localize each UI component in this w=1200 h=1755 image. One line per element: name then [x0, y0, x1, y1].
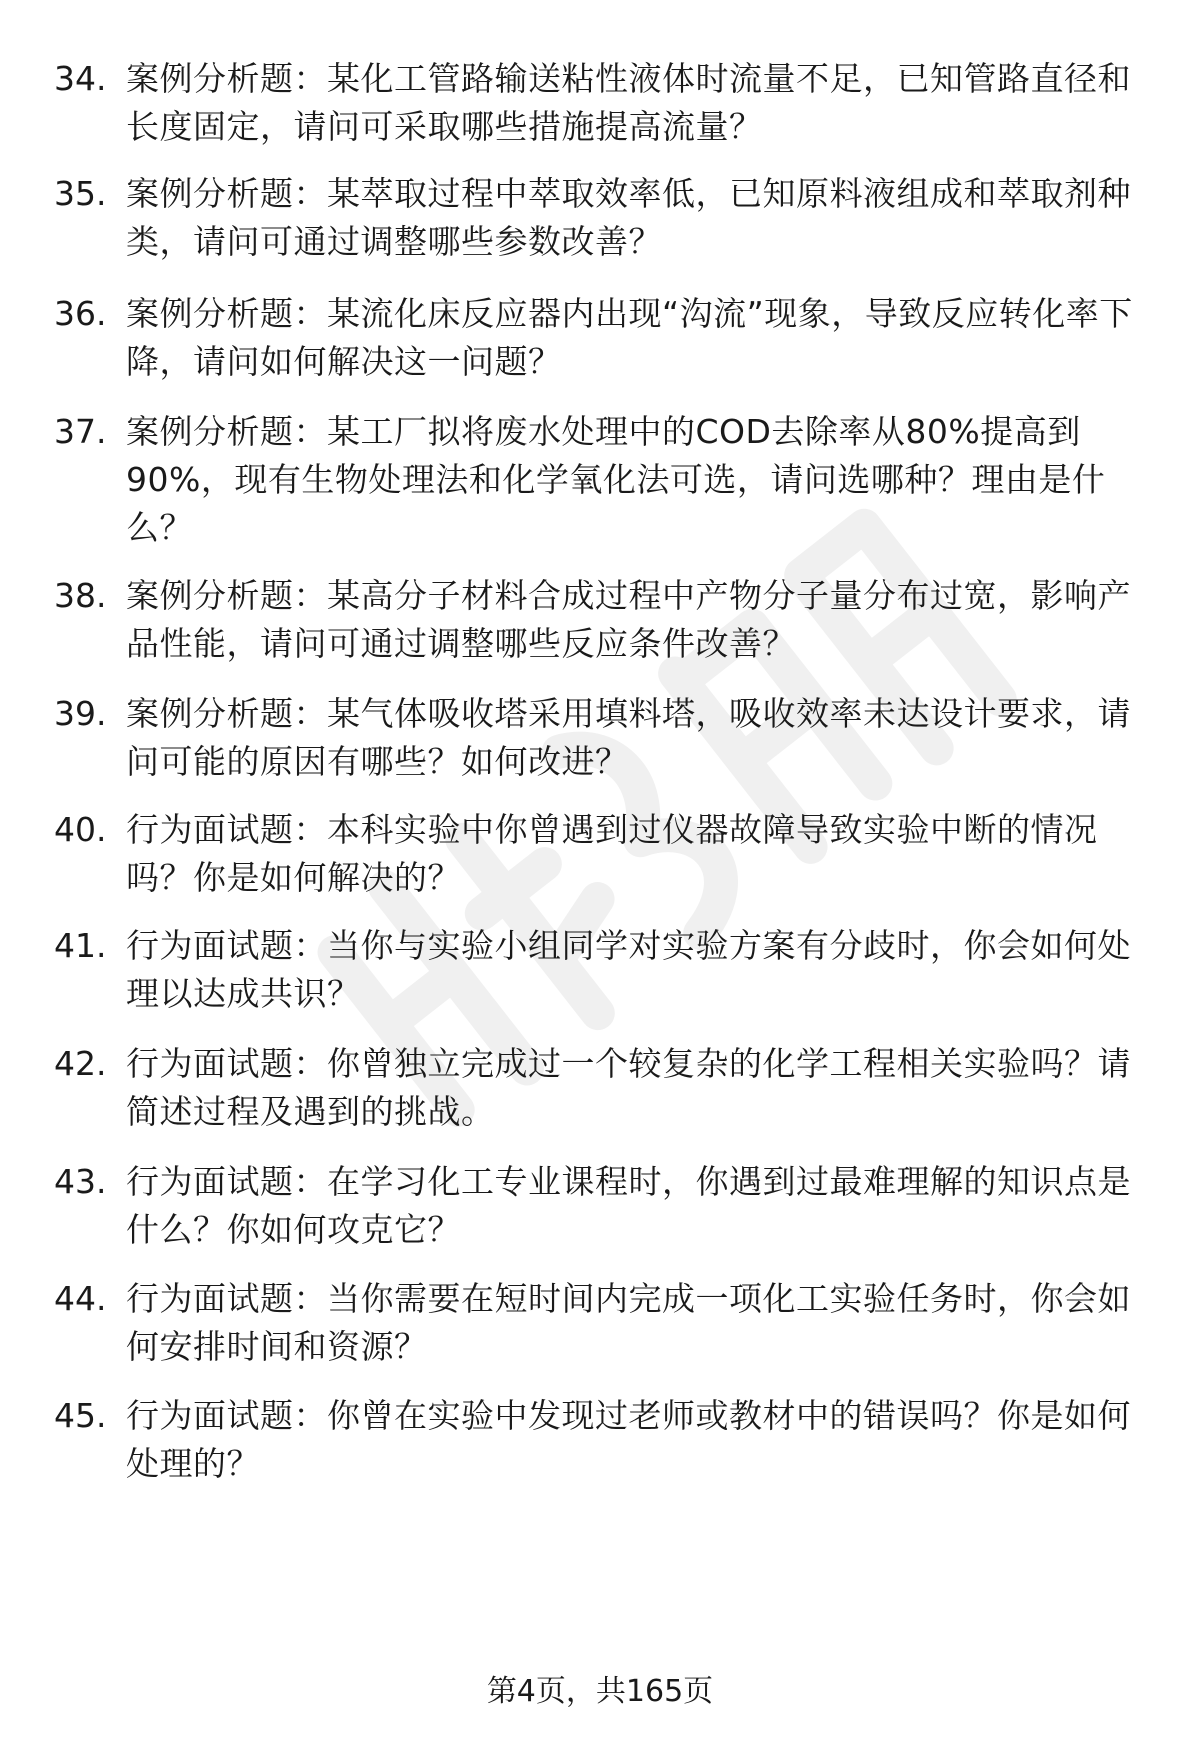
question-item: [0, 1040, 1200, 1150]
question-item: [0, 690, 1200, 800]
question-number: 41.: [54, 926, 107, 965]
question-text: 案例分析题：某化工管路输送粘性液体时流量不足，已知管路直径和长度固定，请问可采取哪些措施提高流量？: [126, 59, 1131, 146]
question-item: [0, 806, 1200, 916]
question-number: 36.: [54, 294, 107, 333]
question-text: 行为面试题：本科实验中你曾遇到过仪器故障导致实验中断的情况吗？你是如何解决的？: [126, 810, 1098, 897]
page-number-label: 第4页，共165页: [486, 1674, 714, 1709]
question-text: 行为面试题：你曾在实验中发现过老师或教材中的错误吗？你是如何处理的？: [126, 1396, 1131, 1483]
question-number: 37.: [54, 412, 107, 451]
question-text: 案例分析题：某气体吸收塔采用填料塔，吸收效率未达设计要求，请问可能的原因有哪些？如何改进？: [126, 694, 1131, 781]
question-number: 38.: [54, 576, 107, 615]
question-text: 案例分析题：某流化床反应器内出现“沟流”现象，导致反应转化率下降，请问如何解决这一问题？: [126, 294, 1133, 381]
question-text: 案例分析题：某萃取过程中萃取效率低，已知原料液组成和萃取剂种类，请问可通过调整哪些参数改善？: [126, 174, 1131, 261]
question-item: [0, 1158, 1200, 1268]
question-number: 44.: [54, 1279, 107, 1318]
question-item: [0, 922, 1200, 1032]
question-number: 43.: [54, 1162, 107, 1201]
question-text: 案例分析题：某高分子材料合成过程中产物分子量分布过宽，影响产品性能，请问可通过调整哪些反应条件改善？: [126, 576, 1131, 663]
page-footer: [0, 1672, 1200, 1712]
question-text: 行为面试题：你曾独立完成过一个较复杂的化学工程相关实验吗？请简述过程及遇到的挑战。: [126, 1044, 1131, 1131]
question-item: [0, 170, 1200, 280]
question-item: [0, 572, 1200, 682]
question-text: 行为面试题：在学习化工专业课程时，你遇到过最难理解的知识点是什么？你如何攻克它？: [126, 1162, 1131, 1249]
question-item: [0, 1275, 1200, 1385]
question-item: [0, 290, 1200, 400]
question-number: 45.: [54, 1396, 107, 1435]
question-number: 35.: [54, 174, 107, 213]
question-text: 行为面试题：当你与实验小组同学对实验方案有分歧时，你会如何处理以达成共识？: [126, 926, 1131, 1013]
question-item: [0, 408, 1200, 547]
question-number: 42.: [54, 1044, 107, 1083]
question-number: 40.: [54, 810, 107, 849]
question-number: 39.: [54, 694, 107, 733]
question-text: 案例分析题：某工厂拟将废水处理中的COD去除率从80%提高到90%，现有生物处理法和化学氧化法可选，请问选哪种？理由是什么？: [126, 412, 1106, 547]
question-text: 行为面试题：当你需要在短时间内完成一项化工实验任务时，你会如何安排时间和资源？: [126, 1279, 1131, 1366]
question-number: 34.: [54, 59, 107, 98]
question-item: [0, 55, 1200, 165]
question-item: [0, 1392, 1200, 1502]
